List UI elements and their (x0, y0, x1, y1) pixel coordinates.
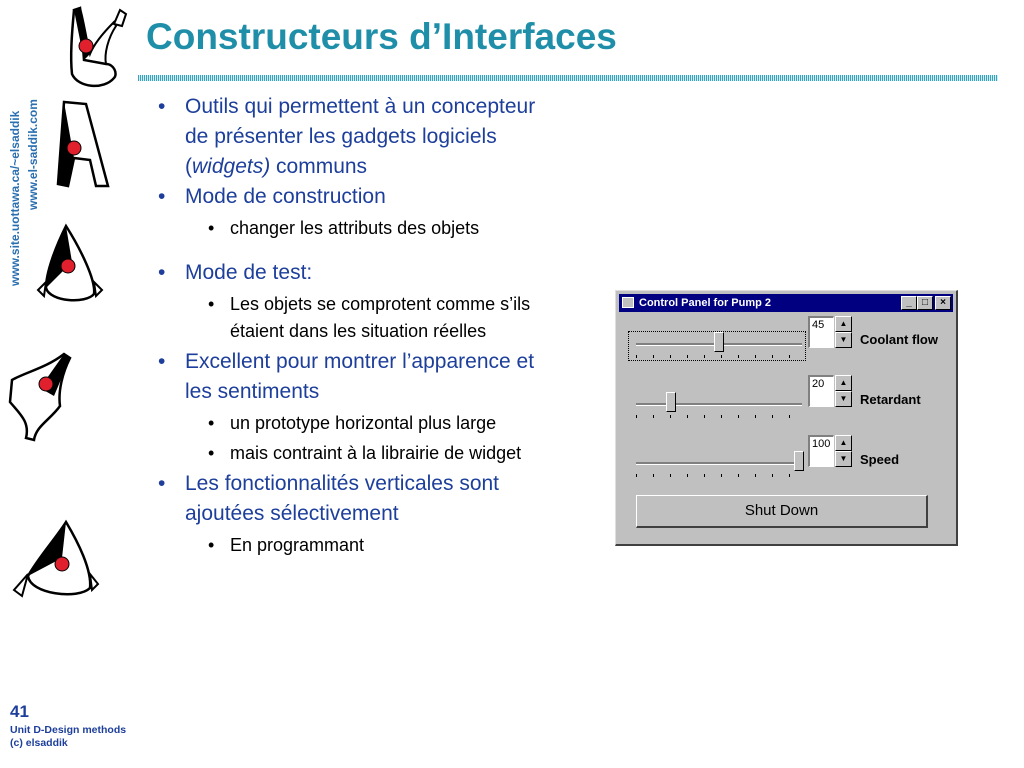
spin-up-icon[interactable]: ▲ (835, 316, 852, 332)
bullet-list (158, 92, 538, 561)
speed-spinner[interactable] (808, 435, 852, 467)
subbullet-attributes: • changer les attributs des objets (158, 215, 538, 242)
url-el-saddik[interactable]: www.el-saddik.com (26, 99, 40, 210)
footer-copyright: (c) elsaddik (10, 737, 68, 749)
coolant-flow-value[interactable]: 45 (808, 316, 834, 348)
coolant-flow-spinner[interactable] (808, 316, 852, 348)
duke-mascot-icon (6, 344, 86, 446)
retardant-slider[interactable] (634, 391, 804, 421)
page-number: 41 (10, 702, 29, 721)
shut-down-button[interactable]: Shut Down (636, 495, 928, 528)
duke-mascot-icon (44, 2, 134, 98)
control-panel-window (615, 290, 958, 546)
title-divider (138, 75, 998, 81)
bullet-construction-mode: • Mode de construction (158, 182, 538, 212)
spin-up-icon[interactable]: ▲ (835, 435, 852, 451)
retardant-spinner[interactable] (808, 375, 852, 407)
subbullet-programming: • En programmant (158, 532, 538, 559)
slider-thumb[interactable] (666, 392, 676, 412)
duke-mascot-icon (8, 518, 100, 602)
subbullet-real-situations: • Les objets se comprotent comme s’ils étaient dans les situation réelles (158, 291, 538, 345)
close-icon[interactable]: × (935, 296, 951, 310)
app-icon[interactable] (622, 297, 634, 308)
bullet-look-and-feel: • Excellent pour montrer l’apparence et les sentiments (158, 347, 538, 407)
speed-label: Speed (860, 452, 900, 467)
maximize-icon[interactable]: □ (917, 296, 933, 310)
minimize-icon[interactable]: _ (901, 296, 917, 310)
slider-thumb[interactable] (714, 332, 724, 352)
duke-mascot-icon (50, 98, 120, 190)
spin-down-icon[interactable]: ▼ (835, 391, 852, 407)
coolant-flow-label: Coolant flow (860, 332, 938, 347)
speed-value[interactable]: 100 (808, 435, 834, 467)
subbullet-widget-library: • mais contraint à la librairie de widget (158, 440, 538, 467)
url-uottawa[interactable]: www.site.uottawa.ca/~elsaddik (8, 110, 22, 286)
subbullet-horizontal-prototype: • un prototype horizontal plus large (158, 410, 538, 437)
coolant-flow-slider[interactable] (634, 331, 804, 361)
window-titlebar[interactable] (619, 294, 953, 312)
bullet-test-mode: • Mode de test: (158, 258, 538, 288)
duke-mascot-icon (36, 222, 106, 308)
spin-down-icon[interactable]: ▼ (835, 332, 852, 348)
bullet-widgets: • Outils qui permettent à un concepteur de présenter les gadgets logiciels (widgets) communs (158, 92, 538, 182)
spin-up-icon[interactable]: ▲ (835, 375, 852, 391)
window-title: Control Panel for Pump 2 (639, 297, 772, 309)
bullet-vertical-features: • Les fonctionnalités verticales sont ajoutées sélectivement (158, 469, 538, 529)
speed-slider[interactable] (634, 450, 804, 480)
spin-down-icon[interactable]: ▼ (835, 451, 852, 467)
retardant-value[interactable]: 20 (808, 375, 834, 407)
slider-thumb[interactable] (794, 451, 804, 471)
footer-unit: Unit D-Design methods (10, 724, 127, 736)
retardant-label: Retardant (860, 392, 921, 407)
page-title: Constructeurs d’Interfaces (146, 16, 617, 57)
